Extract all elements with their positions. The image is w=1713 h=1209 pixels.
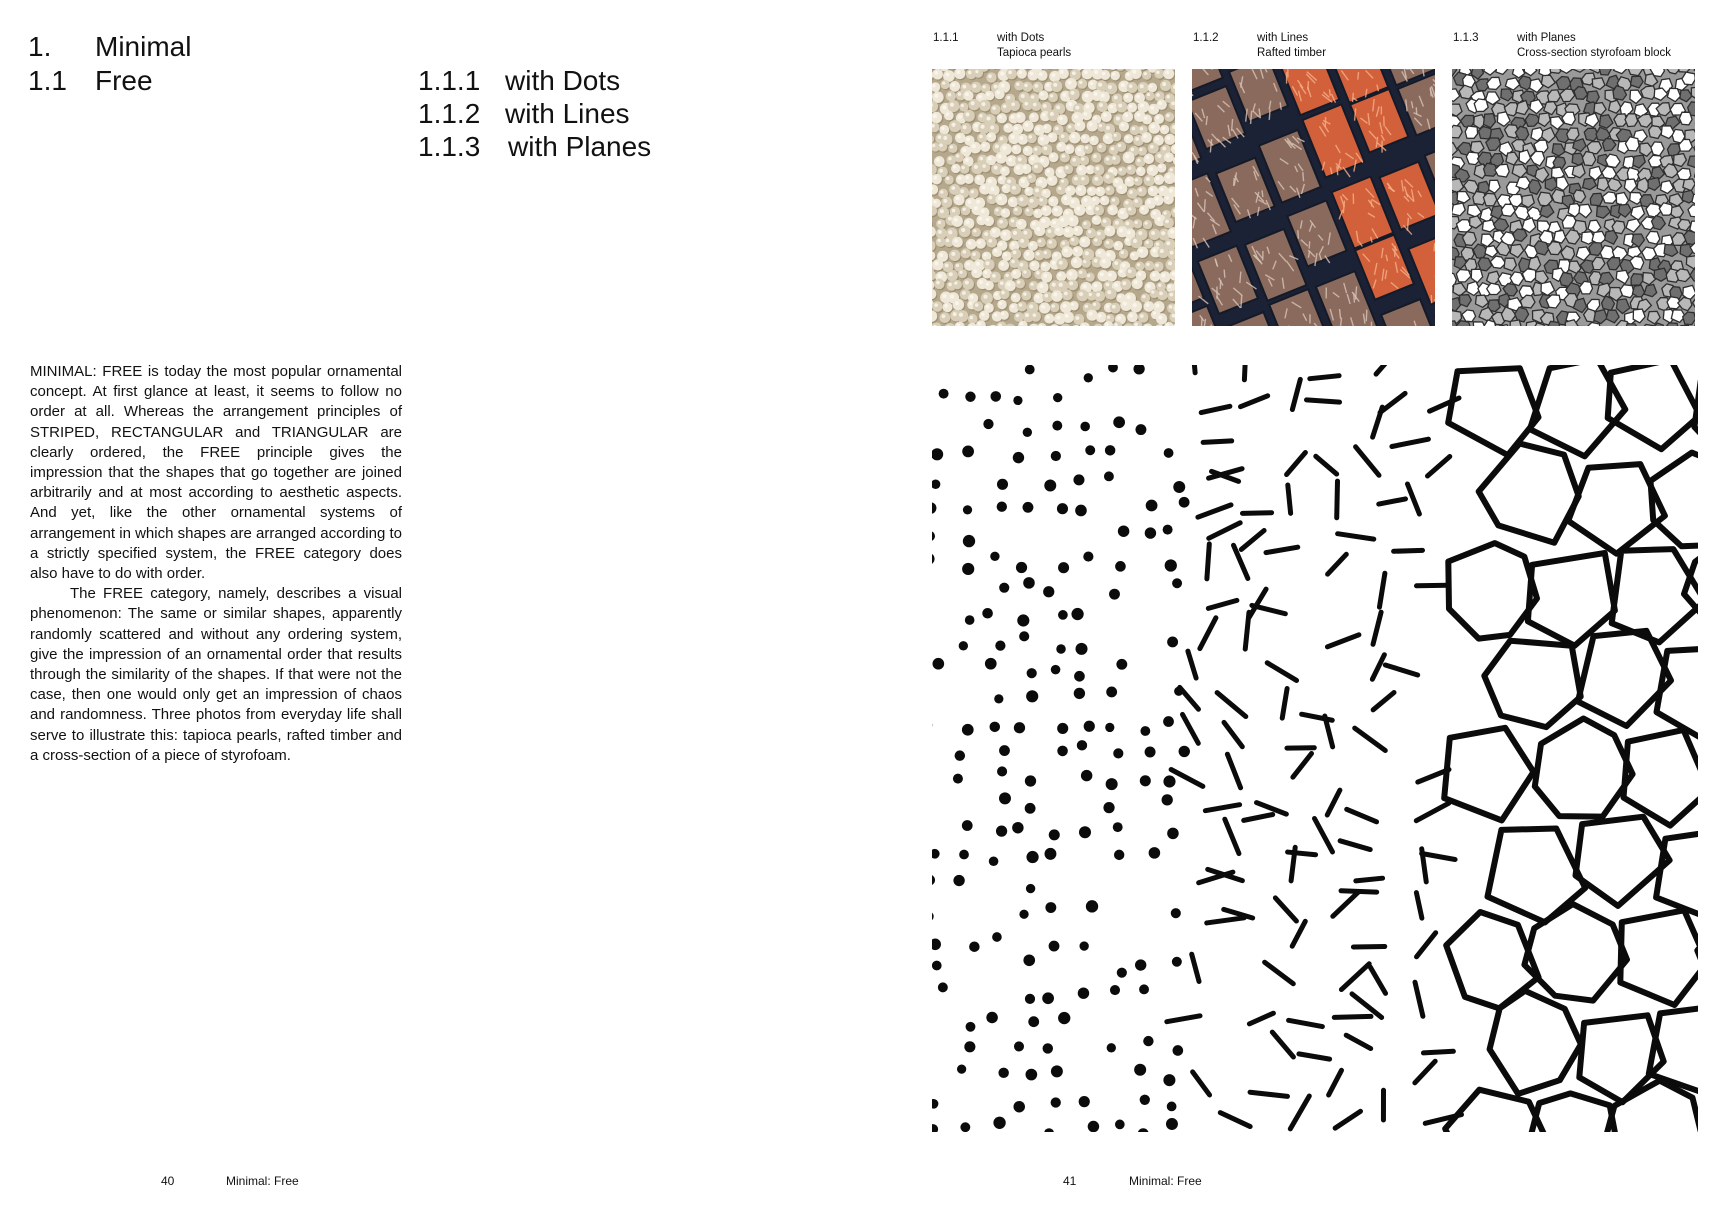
caption-title-dots: with Dots: [997, 32, 1045, 44]
page-number-right: 41: [1063, 1174, 1077, 1188]
subheading-number-1-1-2: 1.1.2: [418, 98, 481, 129]
rafted-timber-photo: [1192, 69, 1435, 326]
caption-subtitle-tapioca: Tapioca pearls: [997, 47, 1072, 59]
page-number-left: 40: [161, 1174, 175, 1188]
heading-number-1: 1.: [28, 31, 52, 62]
dots-lines-planes-illustration: [932, 365, 1698, 1132]
tapioca-pearls-photo: [932, 69, 1175, 326]
heading-title-minimal: Minimal: [95, 31, 192, 62]
running-footer-left: Minimal: Free: [226, 1174, 299, 1188]
caption-subtitle-styrofoam: Cross-section styrofoam block: [1517, 47, 1672, 59]
subheading-number-1-1-3: 1.1.3: [418, 131, 481, 162]
body-text: [30, 362, 402, 766]
subheading-title-dots: with Dots: [505, 65, 621, 96]
running-footer-right: Minimal: Free: [1129, 1174, 1202, 1188]
subheading-number-1-1-1: 1.1.1: [418, 65, 481, 96]
caption-number-1-1-2: 1.1.2: [1193, 32, 1219, 44]
heading-number-1-1: 1.1: [28, 65, 67, 96]
paragraph-2: The FREE category, namely, describes a visual phenomenon: The same or similar shapes, apparently randomly scattered and without any ordering system, give the impression of an ornamental order that results through the similarity of the shapes. If that were not the case, then one would only get an impression of chaos and randomness. Three photos from everyday life shall serve to illustrate this: tapioca pearls, rafted timber and a cross-section of a piece of styrofoam.: [30, 585, 402, 764]
styrofoam-photo: [1452, 69, 1695, 326]
heading-title-free: Free: [95, 65, 153, 96]
caption-subtitle-timber: Rafted timber: [1257, 47, 1327, 59]
caption-number-1-1-3: 1.1.3: [1453, 32, 1479, 44]
caption-title-lines: with Lines: [1257, 32, 1309, 44]
paragraph-1: MINIMAL: FREE is today the most popular ornamental concept. At first glance at least, it seems to follow no order at all. Whereas the arrangement principles of STRIPED, RECTANGULAR and TRIANGULAR are clearly ordered, the FREE principle gives the impression that the shapes that go together are joined arbitrarily and at most according to aesthetic aspects. And yet, like the other ornamental systems of arrangement in which shapes are arranged according to a strictly specified system, the FREE category does also have to do with order.: [30, 363, 402, 583]
caption-title-planes: with Planes: [1517, 32, 1576, 44]
caption-number-1-1-1: 1.1.1: [933, 32, 959, 44]
subheading-title-planes: with Planes: [508, 131, 652, 162]
subheading-title-lines: with Lines: [505, 98, 630, 129]
